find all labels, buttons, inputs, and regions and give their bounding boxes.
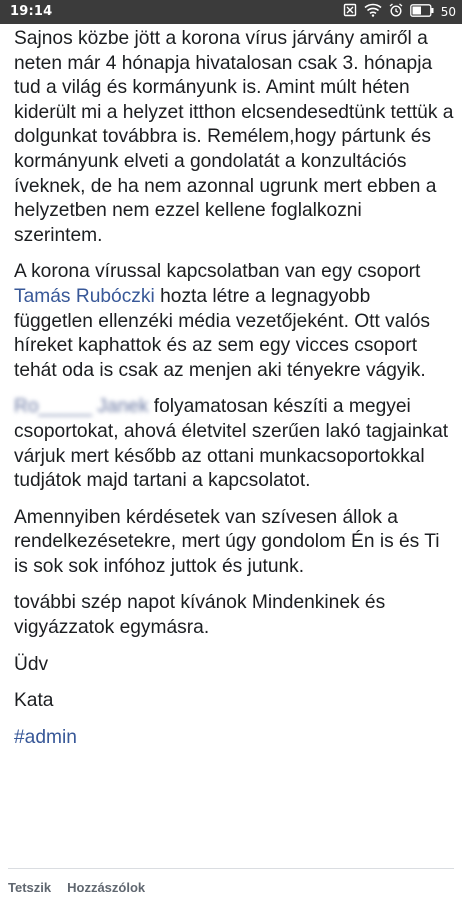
post-paragraph: Sajnos közbe jött a korona vírus járvány amiről a neten már 4 hónapja hivatalosan csak 3. hónapja tud a világ és kormányunk is. Amint múlt héten kiderült mi a helyzet itthon elcsendesedtünk tettük a dolgunkat továbbra is. Remélem,hogy pártunk és kormányunk elveti a gondolatát a konzultációs íveknek, de ha nem azonnal ugrunk mert ebben a helyzetben nem ezzel kellene foglalkozni szerintem. [14,28,454,246]
post-paragraph: Amennyiben kérdésetek van szívesen állok a rendelkezésetekre, mert úgy gondolom Én is és Ti is sok sok infóhoz juttok és jutunk. [14,506,440,577]
comment-button[interactable]: Hozzászólok [67,880,146,895]
blurred-mention-link[interactable]: Ro_____ Janek [14,396,149,418]
status-bar [0,0,462,24]
post-body [14,27,454,762]
post-paragraph: Kata [14,690,54,712]
status-time: 19:14 [10,4,53,19]
divider [8,868,454,869]
hashtag-link[interactable]: #admin [14,726,77,748]
like-button[interactable]: Tetszik [8,880,52,895]
paragraph-text: A korona vírussal kapcsolatban van egy csoport [14,261,421,283]
status-icons [343,3,456,21]
post-paragraph: további szép napot kívánok Mindenkinek és vigyázzatok egymásra. [14,592,386,639]
battery-percentage: 50 [440,5,456,19]
battery-icon [410,4,434,21]
alarm-icon [389,3,403,21]
post-actions [8,880,145,895]
sim-card-off-icon [343,3,357,21]
paragraph-text: hozta létre a legnagyobb független ellenzéki média vezetőjeként. Ott valós híreket kaphattok és az sem egy vicces csoport tehát oda is csak az menjen aki tényekre vágyik. [14,285,430,381]
post-paragraph: Üdv [14,653,49,675]
mention-link[interactable]: Tamás Rubóczki [14,285,155,307]
wifi-icon [364,3,382,21]
post-paragraph [14,260,454,383]
post-paragraph [14,395,454,493]
paragraph-text: folyamatosan készíti a megyei csoportokat, ahová életvitel szerűen lakó tagjainkat várjuk mert később az ottani munkacsoportokkal tudjátok majd tartani a kapcsolatot. [14,396,449,492]
